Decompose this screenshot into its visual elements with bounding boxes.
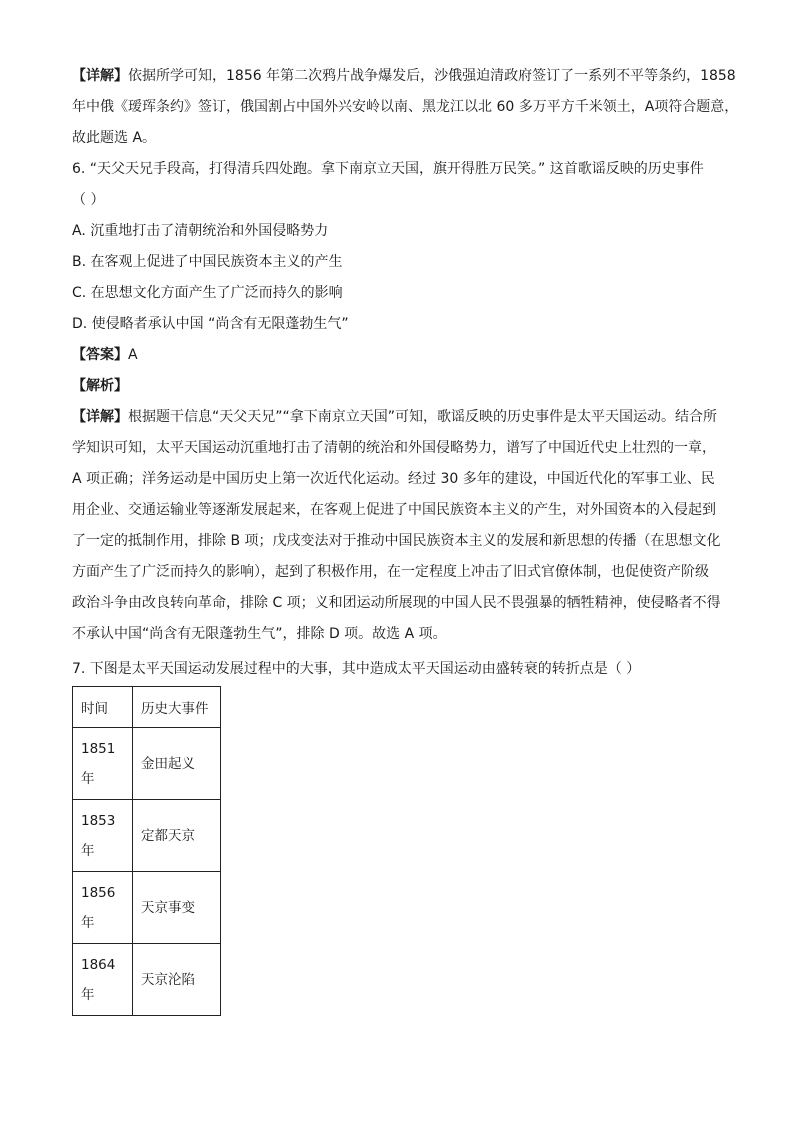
table-row	[73, 728, 221, 800]
q6-answer	[72, 340, 732, 371]
q5-explain-text-1: 依据所学可知，1856 年第二次鸦片战争爆发后，沙俄强迫清政府签订了一系列不平等条约，1858	[128, 68, 736, 84]
year-number: 1851	[81, 740, 116, 757]
q6-detail-line-5: 了一定的抵制作用，排除 B 项；戊戌变法对于推动中国民族资本主义的发展和新思想的传播（在思想文化	[72, 533, 721, 549]
q6-detail-line-8: 不承认中国“尚含有无限蓬勃生气”，排除 D 项。故选 A 项。	[72, 626, 447, 642]
header-time: 时间	[73, 687, 133, 728]
year-unit: 年	[81, 914, 95, 931]
q7-stem: 7. 下图是太平天国运动发展过程中的大事，其中造成太平天国运动由盛转衰的转折点是（ ）	[72, 661, 641, 677]
answer-value: A	[128, 347, 138, 363]
q6-option-a: A. 沉重地打击了清朝统治和外国侵略势力	[72, 223, 329, 239]
year-unit: 年	[81, 842, 95, 859]
table-header-row	[73, 687, 221, 728]
q6-detail-line-6: 方面产生了广泛而持久的影响），起到了积极作用，在一定程度上冲击了旧式官僚体制，也促使资产阶级	[72, 564, 709, 580]
q6-stem-line-1: 6. “天父天兄手段高，打得清兵四处跑。拿下南京立天国，旗开得胜万民笑。” 这首歌谣反映的历史事件	[72, 161, 704, 177]
detail-tag: 【详解】	[72, 409, 128, 425]
q6-option-b: B. 在客观上促进了中国民族资本主义的产生	[72, 254, 343, 270]
year-cell	[73, 800, 133, 872]
question-6	[72, 154, 732, 650]
q6-detail-line-1	[72, 402, 732, 433]
event-cell: 天京事变	[133, 872, 221, 944]
table-row	[73, 872, 221, 944]
q5-explain-line-1	[72, 61, 736, 92]
year-unit: 年	[81, 770, 95, 787]
q5-explain-line-3: 故此题选 A。	[72, 130, 157, 146]
q6-detail-line-2: 学知识可知，太平天国运动沉重地打击了清朝的统治和外国侵略势力，谱写了中国近代史上壮烈的一章，	[72, 440, 716, 456]
event-cell: 天京沦陷	[133, 944, 221, 1016]
q5-explain-line-2: 年中俄《瑷珲条约》签订，俄国割占中国外兴安岭以南、黑龙江以北 60 多万平方千米领土，A项符合题意，	[72, 99, 739, 115]
detail-tag: 【详解】	[72, 68, 128, 84]
q6-stem-line-2: （ ）	[72, 192, 105, 208]
q6-analysis-tag	[72, 371, 732, 402]
answer-tag: 【答案】	[72, 347, 128, 363]
q6-detail-line-7: 政治斗争由改良转向革命，排除 C 项；义和团运动所展现的中国人民不畏强暴的牺牲精神，使侵略者不得	[72, 595, 721, 611]
year-number: 1856	[81, 884, 116, 901]
event-cell: 定都天京	[133, 800, 221, 872]
table-row	[73, 800, 221, 872]
q6-option-d: D. 使侵略者承认中国 “尚含有无限蓬勃生气”	[72, 316, 349, 332]
q5-explanation	[72, 61, 739, 154]
events-table	[72, 686, 221, 1016]
q6-detail-line-4: 用企业、交通运输业等逐渐发展起来，在客观上促进了中国民族资本主义的产生，对外国资本的入侵起到	[72, 502, 716, 518]
year-cell	[73, 872, 133, 944]
q6-detail-line-3: A 项正确；洋务运动是中国历史上第一次近代化运动。经过 30 多年的建设，中国近代化的军事工业、民	[72, 471, 715, 487]
year-number: 1853	[81, 812, 116, 829]
event-cell: 金田起义	[133, 728, 221, 800]
q6-detail-text-1: 根据题干信息“天父天兄”“拿下南京立天国”可知，歌谣反映的历史事件是太平天国运动。结合所	[128, 409, 718, 425]
year-unit: 年	[81, 986, 95, 1003]
table-row	[73, 944, 221, 1016]
header-event: 历史大事件	[133, 687, 221, 728]
year-number: 1864	[81, 956, 116, 973]
year-cell	[73, 728, 133, 800]
question-7	[72, 654, 732, 685]
analysis-tag: 【解析】	[72, 378, 128, 394]
q6-option-c: C. 在思想文化方面产生了广泛而持久的影响	[72, 285, 343, 301]
year-cell	[73, 944, 133, 1016]
